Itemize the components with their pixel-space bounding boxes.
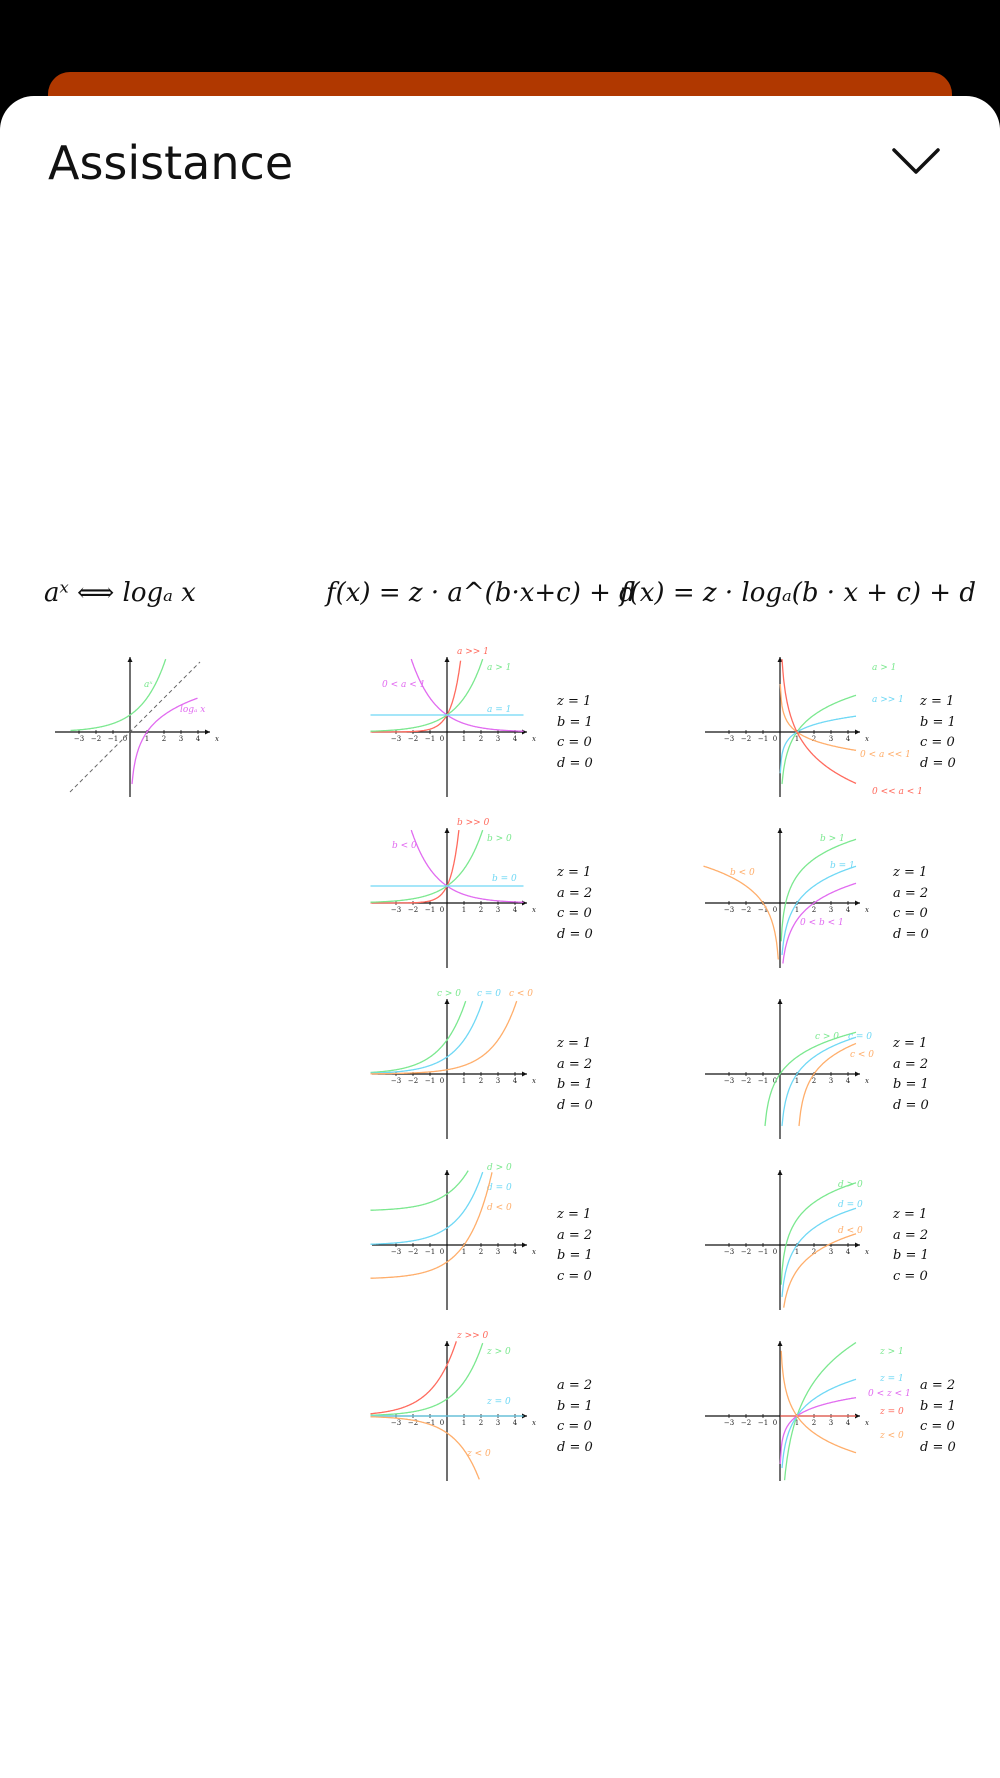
x-tick-label: −3 xyxy=(723,735,735,743)
x-tick-label: −3 xyxy=(73,735,85,743)
params-exp-row-5 xyxy=(557,1376,593,1458)
curve-orange xyxy=(371,1001,517,1074)
x-axis-arrow xyxy=(855,901,860,906)
x-tick-label: −2 xyxy=(740,1077,752,1085)
x-tick-label: 1 xyxy=(794,1419,800,1427)
plot-log-row-5 xyxy=(695,1336,911,1481)
param-line: z = 1 xyxy=(557,1207,592,1222)
x-tick-label: 2 xyxy=(478,1248,484,1256)
x-axis-label: x xyxy=(865,1077,869,1085)
x-tick-label: 1 xyxy=(461,1419,467,1427)
x-tick-label: 3 xyxy=(828,1077,834,1085)
param-line: b = 1 xyxy=(920,1398,956,1414)
x-tick-label: 0 xyxy=(772,906,778,914)
collapse-button[interactable] xyxy=(888,142,944,182)
x-tick-label: 2 xyxy=(811,906,817,914)
curve-label: d < 0 xyxy=(487,1203,512,1213)
x-tick-label: 3 xyxy=(495,1077,501,1085)
x-tick-label: 4 xyxy=(845,906,851,914)
x-tick-label: 3 xyxy=(828,1419,834,1427)
x-tick-label: −1 xyxy=(757,1419,769,1427)
x-tick-label: −1 xyxy=(757,735,769,743)
y-axis-arrow xyxy=(128,657,133,662)
curve-label: z < 0 xyxy=(880,1431,904,1441)
plot-log-row-2 xyxy=(695,823,869,968)
curve-label: b = 0 xyxy=(492,874,517,884)
header-log-general: f(x) = z · logₐ(b · x + c) + d xyxy=(620,578,976,608)
x-axis-arrow xyxy=(522,1243,527,1248)
x-tick-label: −1 xyxy=(757,1248,769,1256)
x-tick-label: 2 xyxy=(478,735,484,743)
param-line: c = 0 xyxy=(557,735,592,750)
curve-orange xyxy=(781,1351,856,1453)
plot-exp-row-4 xyxy=(362,1163,536,1310)
x-tick-label: 3 xyxy=(828,735,834,743)
x-tick-label: −2 xyxy=(407,1248,419,1256)
x-tick-label: 0 xyxy=(439,1077,445,1085)
curve-label: z > 1 xyxy=(880,1347,904,1357)
x-tick-label: 1 xyxy=(461,735,467,743)
curve-label: b = 1 xyxy=(830,861,855,871)
param-line: c = 0 xyxy=(893,906,928,921)
x-tick-label: −2 xyxy=(740,1248,752,1256)
x-tick-label: 0 xyxy=(772,1077,778,1085)
curve-red xyxy=(782,659,856,783)
param-line: a = 2 xyxy=(893,885,929,901)
x-tick-label: 1 xyxy=(794,1248,800,1256)
x-tick-label: 0 xyxy=(439,1248,445,1256)
x-tick-label: 4 xyxy=(845,1248,851,1256)
x-tick-label: 4 xyxy=(845,1077,851,1085)
plot-exp-log-inverse xyxy=(45,652,219,797)
param-line: z = 1 xyxy=(893,1036,928,1051)
curve-label: z = 0 xyxy=(487,1397,511,1407)
param-line: c = 0 xyxy=(920,1419,955,1434)
x-tick-label: −3 xyxy=(723,1077,735,1085)
curve-green xyxy=(371,1343,483,1415)
x-tick-label: 2 xyxy=(478,906,484,914)
plot-exp-row-1 xyxy=(362,647,536,797)
param-line: z = 1 xyxy=(893,1207,928,1222)
y-axis-arrow xyxy=(778,1341,783,1346)
x-tick-label: 3 xyxy=(495,906,501,914)
x-tick-label: 1 xyxy=(461,1248,467,1256)
param-line: a = 2 xyxy=(893,1056,929,1072)
x-axis-label: x xyxy=(532,1248,536,1256)
param-line: b = 1 xyxy=(920,714,956,730)
x-tick-label: −1 xyxy=(757,906,769,914)
x-axis-arrow xyxy=(855,1072,860,1077)
param-line: a = 2 xyxy=(557,1227,593,1243)
param-line: z = 1 xyxy=(557,694,592,709)
curve-label: a >> 1 xyxy=(457,647,489,657)
plot-exp-row-3 xyxy=(362,989,536,1139)
param-line: b = 1 xyxy=(893,1248,929,1263)
x-tick-label: 0 xyxy=(122,735,128,743)
x-tick-label: 1 xyxy=(794,735,800,743)
x-tick-label: −1 xyxy=(424,735,436,743)
curve-red xyxy=(371,1341,457,1413)
x-tick-label: −2 xyxy=(407,906,419,914)
curve-label: b < 0 xyxy=(730,868,755,878)
x-tick-label: −1 xyxy=(424,1248,436,1256)
x-tick-label: 0 xyxy=(772,1248,778,1256)
curve-label: b > 1 xyxy=(820,834,845,844)
x-tick-label: 2 xyxy=(811,1419,817,1427)
x-tick-label: 1 xyxy=(794,1077,800,1085)
y-axis-arrow xyxy=(778,999,783,1004)
x-axis-label: x xyxy=(215,735,219,743)
x-tick-label: −1 xyxy=(424,1077,436,1085)
x-tick-label: −3 xyxy=(723,906,735,914)
x-tick-label: −3 xyxy=(390,906,402,914)
x-tick-label: 4 xyxy=(195,735,201,743)
x-tick-label: 4 xyxy=(512,735,518,743)
x-tick-label: 0 xyxy=(439,906,445,914)
curve-label: z < 0 xyxy=(467,1449,491,1459)
x-tick-label: 2 xyxy=(811,1077,817,1085)
x-tick-label: −1 xyxy=(424,906,436,914)
x-tick-label: 3 xyxy=(828,906,834,914)
curve-green xyxy=(371,830,483,902)
label-exp: aˣ xyxy=(144,680,153,690)
x-tick-label: −3 xyxy=(723,1248,735,1256)
x-tick-label: 0 xyxy=(439,735,445,743)
x-tick-label: 3 xyxy=(495,1248,501,1256)
curve-label: z >> 0 xyxy=(457,1331,489,1341)
params-exp-row-2 xyxy=(557,863,593,945)
x-tick-label: −3 xyxy=(390,1419,402,1427)
x-tick-label: −2 xyxy=(740,735,752,743)
curve-label: b > 0 xyxy=(487,834,512,844)
curve-cyan xyxy=(371,1172,483,1244)
x-tick-label: 3 xyxy=(495,735,501,743)
curve-label: a > 1 xyxy=(487,663,512,673)
param-line: z = 1 xyxy=(920,694,955,709)
plot-exp-row-5 xyxy=(362,1331,536,1481)
x-axis-arrow xyxy=(855,1243,860,1248)
x-tick-label: 3 xyxy=(178,735,184,743)
param-line: a = 2 xyxy=(920,1378,956,1393)
y-axis-arrow xyxy=(445,1170,450,1175)
param-line: z = 1 xyxy=(557,1036,592,1051)
params-exp-row-4 xyxy=(557,1205,593,1287)
sheet-title: Assistance xyxy=(48,136,294,190)
curve-label: z = 1 xyxy=(880,1374,904,1384)
param-line: d = 0 xyxy=(920,1439,956,1455)
params-log-row-3 xyxy=(893,1034,929,1116)
curve-green xyxy=(371,659,483,731)
y-axis-arrow xyxy=(445,1341,450,1346)
param-line: a = 2 xyxy=(557,1056,593,1072)
x-tick-label: 1 xyxy=(144,735,150,743)
x-tick-label: 3 xyxy=(828,1248,834,1256)
curve-green xyxy=(371,1001,466,1072)
params-exp-row-3 xyxy=(557,1034,593,1116)
param-line: a = 2 xyxy=(557,1378,593,1393)
x-tick-label: −1 xyxy=(757,1077,769,1085)
x-tick-label: 3 xyxy=(495,1419,501,1427)
x-tick-label: 0 xyxy=(772,1419,778,1427)
param-line: z = 1 xyxy=(893,865,928,880)
x-axis-label: x xyxy=(865,1248,869,1256)
curve-label: c > 0 xyxy=(437,989,462,999)
x-tick-label: −3 xyxy=(390,1248,402,1256)
param-line: z = 1 xyxy=(557,865,592,880)
params-exp-row-1 xyxy=(557,692,593,774)
x-tick-label: 4 xyxy=(845,1419,851,1427)
curve-label: 0 < z < 1 xyxy=(868,1389,911,1399)
x-tick-label: 2 xyxy=(478,1419,484,1427)
x-axis-arrow xyxy=(855,730,860,735)
y-axis-arrow xyxy=(778,1170,783,1175)
x-axis-label: x xyxy=(865,906,869,914)
params-log-row-2 xyxy=(893,863,929,945)
params-log-row-5 xyxy=(920,1376,956,1458)
curve-label: 0 < a < 1 xyxy=(382,680,426,690)
param-line: d = 0 xyxy=(893,1097,929,1113)
x-tick-label: −2 xyxy=(90,735,102,743)
x-axis-arrow xyxy=(205,730,210,735)
param-line: d = 0 xyxy=(557,1439,593,1455)
x-axis-label: x xyxy=(532,906,536,914)
x-tick-label: 1 xyxy=(461,1077,467,1085)
curve-green xyxy=(785,1343,856,1481)
curve-label: a > 1 xyxy=(872,663,897,673)
param-line: c = 0 xyxy=(893,1268,928,1284)
x-axis-arrow xyxy=(522,901,527,906)
x-tick-label: −3 xyxy=(723,1419,735,1427)
x-axis-label: x xyxy=(865,735,869,743)
x-tick-label: 4 xyxy=(512,906,518,914)
curve-label: d = 0 xyxy=(487,1183,512,1193)
x-tick-label: −2 xyxy=(740,906,752,914)
plot-log-row-1 xyxy=(695,652,923,797)
param-line: c = 0 xyxy=(557,1419,592,1434)
curve-label: 0 << a < 1 xyxy=(872,787,923,797)
x-tick-label: −3 xyxy=(390,1077,402,1085)
curve-label: d < 0 xyxy=(838,1226,863,1236)
curve-label: c > 0 xyxy=(815,1032,840,1042)
curve-label: c = 0 xyxy=(477,989,502,999)
x-axis-label: x xyxy=(532,1419,536,1427)
curve-label: a = 1 xyxy=(487,705,512,715)
header-exp-general: f(x) = z · a^(b·x+c) + d xyxy=(326,578,636,608)
param-line: d = 0 xyxy=(557,926,593,942)
curve-label: d > 0 xyxy=(487,1163,512,1173)
x-tick-label: 4 xyxy=(512,1419,518,1427)
x-tick-label: 4 xyxy=(845,735,851,743)
curve-label: a >> 1 xyxy=(872,695,904,705)
y-axis-arrow xyxy=(778,828,783,833)
param-line: b = 1 xyxy=(557,1398,593,1414)
x-tick-label: 4 xyxy=(512,1248,518,1256)
x-tick-label: −2 xyxy=(407,1419,419,1427)
x-axis-label: x xyxy=(532,735,536,743)
x-tick-label: −1 xyxy=(107,735,119,743)
plot-log-row-3 xyxy=(695,994,875,1139)
curve-label: b >> 0 xyxy=(457,818,490,828)
curve-label: 0 < b < 1 xyxy=(800,918,844,928)
param-line: a = 2 xyxy=(557,885,593,901)
curve-cyan xyxy=(780,716,856,773)
params-log-row-1 xyxy=(920,692,956,774)
x-tick-label: −2 xyxy=(407,735,419,743)
curve-label: d = 0 xyxy=(838,1200,863,1210)
param-line: b = 1 xyxy=(557,1077,593,1092)
x-tick-label: −2 xyxy=(407,1077,419,1085)
curve-label: c < 0 xyxy=(850,1050,875,1060)
param-line: c = 0 xyxy=(557,1268,592,1284)
x-tick-label: −3 xyxy=(390,735,402,743)
y-axis-arrow xyxy=(445,657,450,662)
param-line: b = 1 xyxy=(557,1248,593,1263)
y-axis-arrow xyxy=(445,828,450,833)
param-line: c = 0 xyxy=(557,906,592,921)
x-tick-label: 1 xyxy=(461,906,467,914)
x-axis-label: x xyxy=(865,1419,869,1427)
x-tick-label: 4 xyxy=(512,1077,518,1085)
curve-label: z > 0 xyxy=(487,1347,511,1357)
plot-log-row-4 xyxy=(695,1165,869,1310)
x-tick-label: 0 xyxy=(439,1419,445,1427)
x-tick-label: −2 xyxy=(740,1419,752,1427)
curve-label: d > 0 xyxy=(838,1180,863,1190)
x-axis-arrow xyxy=(522,1072,527,1077)
curve-label: b < 0 xyxy=(392,841,417,851)
param-line: c = 0 xyxy=(920,735,955,750)
param-line: d = 0 xyxy=(920,755,956,771)
param-line: d = 0 xyxy=(557,1097,593,1113)
x-axis-label: x xyxy=(532,1077,536,1085)
param-line: d = 0 xyxy=(893,926,929,942)
curve-label: c < 0 xyxy=(509,989,534,999)
x-tick-label: 2 xyxy=(811,735,817,743)
param-line: a = 2 xyxy=(893,1227,929,1243)
chevron-down-icon xyxy=(888,142,944,182)
curve-label: c = 0 xyxy=(848,1032,873,1042)
x-tick-label: −1 xyxy=(424,1419,436,1427)
param-line: d = 0 xyxy=(557,755,593,771)
x-tick-label: 2 xyxy=(811,1248,817,1256)
x-axis-arrow xyxy=(522,730,527,735)
x-tick-label: 1 xyxy=(794,906,800,914)
curve-label: z = 0 xyxy=(880,1407,904,1417)
curve-label: 0 < a << 1 xyxy=(860,750,911,760)
header-exp-log-relation: aˣ ⟺ logₐ x xyxy=(44,578,196,608)
params-log-row-4 xyxy=(893,1205,929,1287)
x-tick-label: 0 xyxy=(772,735,778,743)
identity-line xyxy=(70,662,200,792)
curve-exp xyxy=(71,659,166,730)
plot-exp-row-2 xyxy=(362,818,536,968)
label-log: logₐ x xyxy=(180,705,206,715)
curve-cyan xyxy=(371,1001,483,1073)
param-line: b = 1 xyxy=(557,714,593,730)
curve-green xyxy=(371,1171,469,1211)
x-tick-label: 2 xyxy=(161,735,167,743)
curve-orange xyxy=(371,1172,493,1278)
param-line: b = 1 xyxy=(893,1077,929,1092)
y-axis-arrow xyxy=(445,999,450,1004)
x-tick-label: 2 xyxy=(478,1077,484,1085)
